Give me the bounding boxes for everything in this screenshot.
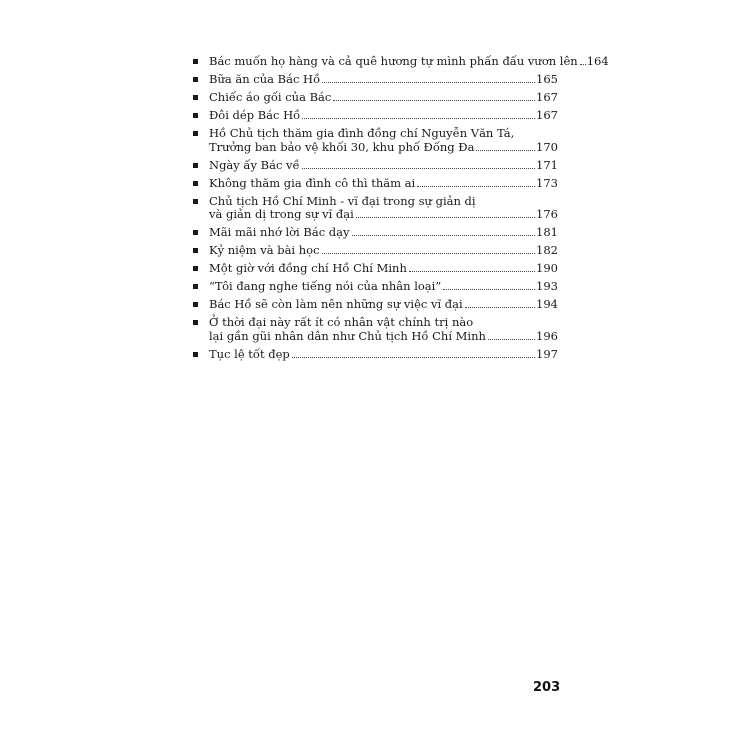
square-bullet-icon	[193, 352, 198, 357]
dot-leader	[409, 271, 535, 272]
dot-leader	[580, 64, 586, 65]
square-bullet-icon	[193, 320, 198, 325]
toc-entry-page: 190	[536, 261, 558, 275]
square-bullet-icon	[193, 113, 198, 118]
toc-entry-page: 197	[536, 346, 558, 361]
toc-entry	[190, 226, 558, 240]
toc-entry-row	[209, 91, 558, 105]
toc-entry-row	[209, 73, 558, 87]
toc-entry-page: 173	[536, 175, 558, 190]
toc-entry-page: 176	[536, 207, 558, 221]
square-bullet-icon	[193, 163, 198, 168]
toc-entry	[190, 54, 609, 69]
dot-leader	[322, 253, 536, 254]
dot-leader	[302, 168, 535, 169]
square-bullet-icon	[193, 77, 198, 82]
toc-entry-title: Tục lệ tốt đẹp	[209, 346, 290, 361]
toc-entry-row	[209, 177, 558, 191]
table-of-contents	[190, 54, 609, 366]
toc-entry-title: lại gần gũi nhân dân như Chủ tịch Hồ Chí Minh	[209, 328, 486, 343]
toc-entry	[190, 316, 558, 343]
toc-entry	[190, 195, 558, 222]
toc-entry-title-line: Hồ Chủ tịch thăm gia đình đồng chí Nguyễn Văn Tá,	[209, 126, 515, 140]
toc-entry-page: 181	[536, 225, 558, 239]
square-bullet-icon	[193, 59, 198, 64]
toc-entry-row	[209, 244, 558, 258]
toc-entry-title-line: Ở thời đại này rất ít có nhân vật chính trị nào	[209, 315, 474, 329]
toc-entry-title: Đôi dép Bác Hồ	[209, 108, 301, 122]
toc-entry-page: 167	[536, 108, 558, 122]
toc-entry-page: 193	[536, 279, 558, 293]
toc-entry-row	[209, 159, 558, 173]
dot-leader	[476, 150, 535, 151]
toc-entry	[190, 109, 558, 123]
toc-entry	[190, 280, 558, 294]
toc-entry-page: 182	[536, 243, 558, 257]
toc-entry	[190, 91, 558, 105]
toc-entry-title: Bữa ăn của Bác Hồ	[209, 72, 321, 86]
toc-entry-title: “Tôi đang nghe tiếng nói của nhân loại”	[209, 279, 442, 293]
toc-entry-row	[209, 262, 558, 276]
dot-leader	[333, 100, 535, 101]
toc-entry	[190, 244, 558, 258]
toc-entry-title: Bác Hồ sẽ còn làm nên những sự việc vĩ đại	[209, 297, 463, 311]
toc-entry-title: và giản dị trong sự vĩ đại	[209, 207, 354, 221]
dot-leader	[352, 235, 536, 236]
toc-entry-page: 164	[586, 54, 609, 68]
toc-entry-title-line: Chủ tịch Hồ Chí Minh - vĩ đại trong sự giản dị	[209, 193, 476, 208]
toc-entry-row	[209, 348, 558, 362]
dot-leader	[292, 357, 535, 358]
toc-entry-row	[209, 298, 558, 312]
toc-entry-page: 165	[536, 72, 558, 86]
square-bullet-icon	[193, 284, 198, 289]
toc-entry-title: Kỷ niệm và bài học	[209, 243, 320, 257]
square-bullet-icon	[193, 181, 198, 186]
dot-leader	[488, 339, 535, 340]
toc-entry-title: Chiếc áo gối của Bác	[209, 90, 332, 104]
toc-entry-page: 194	[536, 297, 558, 311]
square-bullet-icon	[193, 95, 198, 100]
toc-entry-row	[209, 109, 558, 123]
dot-leader	[356, 217, 535, 218]
square-bullet-icon	[193, 266, 198, 271]
dot-leader	[417, 186, 535, 187]
dot-leader	[302, 118, 535, 119]
dot-leader	[443, 289, 535, 290]
toc-entry-title: Trưởng ban bảo vệ khối 30, khu phố Đống Đa	[209, 139, 475, 154]
toc-entry-row	[209, 54, 609, 69]
toc-entry-page: 170	[536, 139, 558, 154]
square-bullet-icon	[193, 131, 198, 136]
toc-entry	[190, 73, 558, 87]
dot-leader	[465, 307, 535, 308]
page-number: 203	[533, 680, 561, 695]
toc-entry	[190, 159, 558, 173]
toc-entry-title: Mãi mãi nhớ lời Bác dạy	[209, 225, 350, 239]
toc-entry-row	[209, 226, 558, 240]
toc-entry-page: 171	[536, 157, 558, 172]
square-bullet-icon	[193, 248, 198, 253]
toc-entry	[190, 262, 558, 276]
toc-entry-title: Bác muốn họ hàng và cả quê hương tự mình phấn đấu vươn lên	[209, 54, 578, 68]
toc-entry-title: Ngày ấy Bác về	[209, 157, 300, 172]
toc-entry	[190, 177, 558, 191]
square-bullet-icon	[193, 230, 198, 235]
toc-entry-title: Không thăm gia đình cô thì thăm ai	[209, 175, 416, 190]
toc-entry-page: 196	[536, 328, 558, 343]
toc-entry-page: 167	[536, 90, 558, 104]
toc-entry-row	[209, 141, 558, 155]
square-bullet-icon	[193, 302, 198, 307]
toc-entry-row	[209, 208, 558, 222]
toc-entry-row	[209, 330, 558, 344]
dot-leader	[322, 82, 535, 83]
toc-entry-title: Một giờ với đồng chí Hồ Chí Minh	[209, 261, 407, 275]
toc-entry	[190, 127, 558, 154]
toc-entry	[190, 298, 558, 312]
square-bullet-icon	[193, 199, 198, 204]
toc-entry-row	[209, 280, 558, 294]
toc-entry	[190, 348, 558, 362]
